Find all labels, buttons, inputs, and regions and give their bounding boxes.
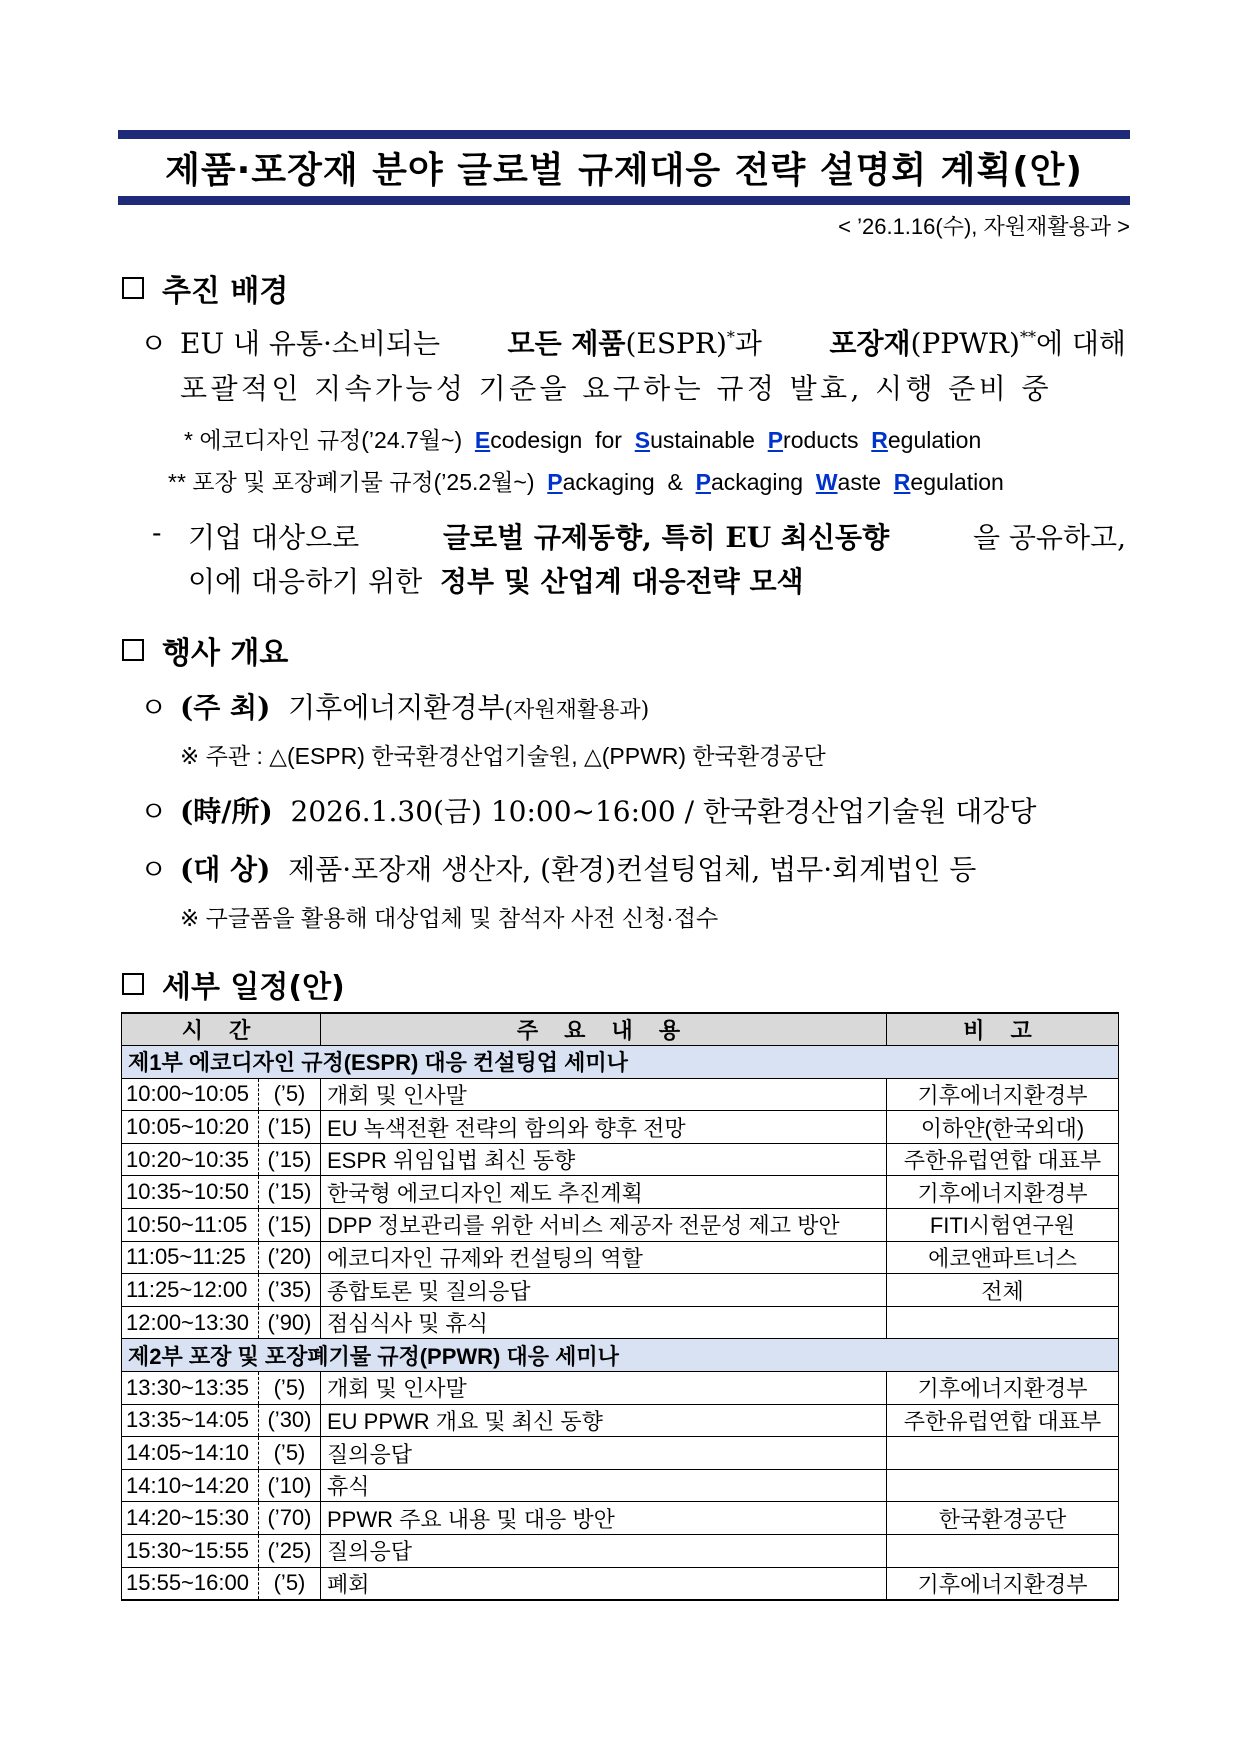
note-cell [887,1306,1119,1339]
time-cell: 13:30~13:35 [122,1372,259,1405]
duration-cell: (’35) [259,1274,321,1307]
time-cell: 12:00~13:30 [122,1306,259,1339]
table-row [122,1372,1119,1405]
content-cell: 에코디자인 규제와 컨설팅의 역할 [321,1241,887,1274]
host-line: (주 최) 기후에너지환경부(자원재활용과) [180,691,650,724]
background-line-1: EU 내 유통·소비되는 모든 제품(ESPR)*과 포장재(PPWR)**에 대해 [180,327,1126,360]
content-cell: EU 녹색전환 전략의 함의와 향후 전망 [321,1111,887,1144]
note-cell [887,1437,1119,1470]
content-cell: 개회 및 인사말 [321,1078,887,1111]
header-note: 비 고 [887,1013,1119,1046]
duration-cell: (’70) [259,1502,321,1535]
time-cell: 10:35~10:50 [122,1176,259,1209]
section-title: 세부 일정(안) [162,970,345,1005]
content-cell: 종합토론 및 질의응답 [321,1274,887,1307]
table-row [122,1274,1119,1307]
content-cell: 개회 및 인사말 [321,1372,887,1405]
bullet: ㅇ [140,795,168,828]
background-dash-line-2: 이에 대응하기 위한 정부 및 산업계 대응전략 모색 [188,565,804,598]
time-cell: 15:30~15:55 [122,1535,259,1568]
table-row [122,1535,1119,1568]
section-background-heading [122,266,288,310]
content-cell: 휴식 [321,1469,887,1502]
content-cell: PPWR 주요 내용 및 대응 방안 [321,1502,887,1535]
time-cell: 10:20~10:35 [122,1143,259,1176]
table-row [122,1078,1119,1111]
time-cell: 14:20~15:30 [122,1502,259,1535]
content-cell: ESPR 위임입법 최신 동향 [321,1143,887,1176]
bullet: ㅇ [140,853,168,886]
bullet: ㅇ [140,327,168,360]
section-schedule-heading [122,962,345,1006]
duration-cell: (’90) [259,1306,321,1339]
table-row [122,1404,1119,1437]
time-cell: 14:05~14:10 [122,1437,259,1470]
time-cell: 10:50~11:05 [122,1209,259,1242]
note-cell [887,1535,1119,1568]
note-cell: FITI시험연구원 [887,1209,1119,1242]
time-cell: 14:10~14:20 [122,1469,259,1502]
target-line: (대 상) 제품·포장재 생산자, (환경)컨설팅업체, 법무·회계법인 등 [180,853,977,886]
title-rule-bottom [118,196,1130,205]
duration-cell: (’10) [259,1469,321,1502]
content-cell: 질의응답 [321,1437,887,1470]
table-row [122,1469,1119,1502]
table-part-row [122,1046,1119,1079]
footnote-ppwr: ** 포장 및 포장폐기물 규정(’25.2월~) Packaging & Packaging Waste Regulation [168,469,1004,495]
table-row [122,1502,1119,1535]
bullet: ㅇ [140,691,168,724]
note-cell: 주한유럽연합 대표부 [887,1143,1119,1176]
section-title: 추진 배경 [162,274,289,309]
duration-cell: (’30) [259,1404,321,1437]
note-cell: 기후에너지환경부 [887,1372,1119,1405]
note-cell [887,1469,1119,1502]
note-cell: 에코앤파트너스 [887,1241,1119,1274]
duration-cell: (’15) [259,1176,321,1209]
content-cell: 한국형 에코디자인 제도 추진계획 [321,1176,887,1209]
title-rule-top [118,130,1130,139]
table-row [122,1143,1119,1176]
section-title: 행사 개요 [162,636,289,671]
table-row [122,1176,1119,1209]
note-cell: 기후에너지환경부 [887,1567,1119,1600]
time-cell: 11:05~11:25 [122,1241,259,1274]
target-note: ※ 구글폼을 활용해 대상업체 및 참석자 사전 신청·접수 [180,905,719,931]
note-cell: 기후에너지환경부 [887,1078,1119,1111]
time-cell: 10:00~10:05 [122,1078,259,1111]
duration-cell: (’5) [259,1567,321,1600]
checkbox-square-icon [122,639,144,661]
duration-cell: (’5) [259,1372,321,1405]
duration-cell: (’5) [259,1078,321,1111]
duration-cell: (’15) [259,1143,321,1176]
time-cell: 15:55~16:00 [122,1567,259,1600]
background-dash-line-1: 기업 대상으로 글로벌 규제동향, 특히 EU 최신동향 을 공유하고, [188,521,1126,554]
footnote-espr: * 에코디자인 규정(’24.7월~) Ecodesign for Sustainable Products Regulation [184,427,982,453]
duration-cell: (’20) [259,1241,321,1274]
document-title: 제품·포장재 분야 글로벌 규제대응 전략 설명회 계획(안) [165,150,1083,191]
time-cell: 10:05~10:20 [122,1111,259,1144]
organizer-note: ※ 주관 : △(ESPR) 한국환경산업기술원, △(PPWR) 한국환경공단 [180,743,826,769]
header-time: 시 간 [122,1013,321,1046]
time-cell: 13:35~14:05 [122,1404,259,1437]
when-where-line: (時/所) 2026.1.30(금) 10:00~16:00 / 한국환경산업기술원 대강당 [180,795,1037,828]
note-cell: 전체 [887,1274,1119,1307]
table-row [122,1241,1119,1274]
time-cell: 11:25~12:00 [122,1274,259,1307]
part-title: 제2부 포장 및 포장폐기물 규정(PPWR) 대응 세미나 [122,1339,1119,1372]
dateline: < ’26.1.16(수), 자원재활용과 > [838,214,1130,239]
duration-cell: (’25) [259,1535,321,1568]
note-cell: 한국환경공단 [887,1502,1119,1535]
table-row [122,1111,1119,1144]
content-cell: DPP 정보관리를 위한 서비스 제공자 전문성 제고 방안 [321,1209,887,1242]
part-title: 제1부 에코디자인 규정(ESPR) 대응 컨설팅업 세미나 [122,1046,1119,1079]
content-cell: 질의응답 [321,1535,887,1568]
table-part-row [122,1339,1119,1372]
note-cell: 이하얀(한국외대) [887,1111,1119,1144]
background-line-2: 포괄적인 지속가능성 기준을 요구하는 규정 발효, 시행 준비 중 [180,372,1052,405]
content-cell: EU PPWR 개요 및 최신 동향 [321,1404,887,1437]
table-row [122,1437,1119,1470]
table-header-row [122,1013,1119,1046]
header-content: 주 요 내 용 [321,1013,887,1046]
table-row [122,1567,1119,1600]
duration-cell: (’15) [259,1209,321,1242]
schedule-table [121,1012,1119,1601]
dash: - [152,516,162,549]
table-row [122,1306,1119,1339]
table-row [122,1209,1119,1242]
content-cell: 점심식사 및 휴식 [321,1306,887,1339]
duration-cell: (’15) [259,1111,321,1144]
duration-cell: (’5) [259,1437,321,1470]
content-cell: 폐회 [321,1567,887,1600]
note-cell: 기후에너지환경부 [887,1176,1119,1209]
section-overview-heading [122,628,288,672]
checkbox-square-icon [122,973,144,995]
note-cell: 주한유럽연합 대표부 [887,1404,1119,1437]
checkbox-square-icon [122,277,144,299]
